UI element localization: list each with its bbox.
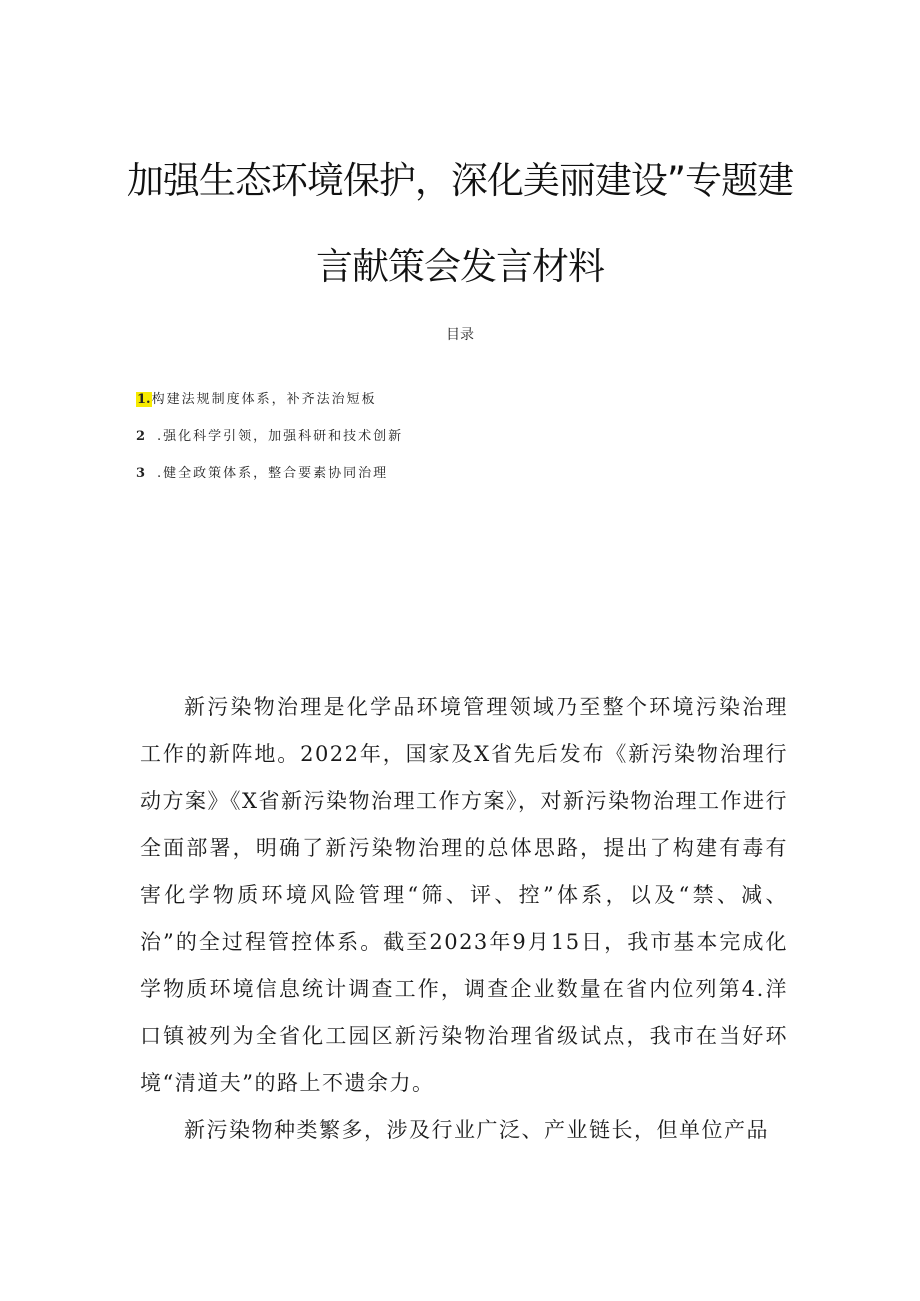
- body-paragraph: 新污染物种类繁多，涉及行业广泛、产业链长，但单位产品: [184, 1118, 769, 1142]
- toc-item[interactable]: [136, 462, 736, 499]
- toc-item-number: 1.: [137, 392, 151, 407]
- body-paragraph: 新污染物治理是化学品环境管理领域乃至整个环境污染治理工作的新阵地。2022年，国家及X省先后发布《新污染物治理行动方案》《X省新污染物治理工作方案》，对新污染物治理工作进行全面部署，明确了新污染物治理的总体思路，提出了构建有毒有害化学物质环境风险管理“筛、评、控”体系，以及“禁、减、治”的全过程管控体系。截至2023年9月15日，我市基本完成化学物质环境信息统计调查工作，调查企业数量在省内位列第4.洋口镇被列为全省化工园区新污染物治理省级试点，我市在当好环境“清道夫”的路上不遗余力。: [140, 695, 788, 1095]
- document-title-line-2: 言献策会发言材料: [316, 245, 604, 288]
- document-title-line-1: 加强生态环境保护，深化美丽建设”专题建: [126, 159, 794, 202]
- toc-item[interactable]: [136, 388, 736, 425]
- toc-item-number: 3: [136, 466, 146, 481]
- toc-item-number: 2: [136, 429, 146, 444]
- toc-item[interactable]: [136, 425, 736, 462]
- table-of-contents: [136, 388, 736, 499]
- toc-item-text: 构建法规制度体系，补齐法治短板: [151, 392, 377, 407]
- toc-item-text: .健全政策体系，整合要素协同治理: [157, 466, 389, 481]
- toc-heading: 目录: [446, 327, 474, 343]
- toc-item-text: .强化科学引领，加强科研和技术创新: [157, 429, 404, 444]
- body-text: [140, 684, 788, 1154]
